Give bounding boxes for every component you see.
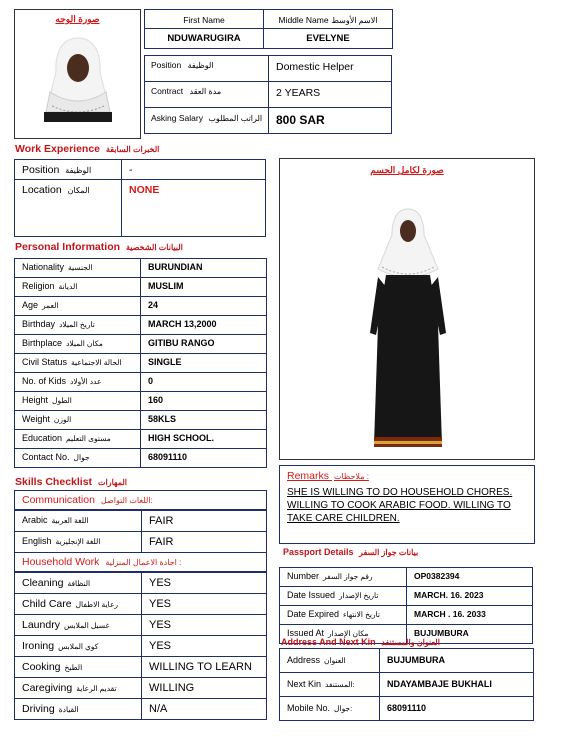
passport-label-en: Date Expired — [287, 609, 340, 619]
personal-label — [22, 281, 77, 291]
position-label-cell — [144, 55, 269, 82]
passport-title-en: Passport Details — [283, 547, 354, 557]
household-value-cell — [141, 677, 267, 699]
personal-label-ar: الديانة — [58, 282, 78, 291]
first-name-label-cell — [144, 9, 264, 29]
communication-label-ar: اللغات التواصل: — [100, 496, 153, 505]
household-value-cell — [141, 593, 267, 615]
contract-label-en: Contract — [151, 86, 184, 96]
salary-label — [151, 113, 262, 123]
first-name-label: First Name — [183, 15, 225, 25]
first-name-value: NDUWARUGIRA — [167, 33, 241, 44]
passport-label-ar: تاريخ الانتهاء — [343, 610, 381, 619]
household-label — [22, 598, 118, 610]
address-title — [281, 637, 440, 647]
household-value-cell — [141, 656, 267, 678]
passport-value-cell — [406, 605, 533, 625]
household-value: WILLING TO LEARN — [149, 661, 252, 673]
household-label-ar: رعاية الاطفال — [75, 600, 119, 609]
household-label — [22, 577, 90, 589]
full-body-photo-caption: صورة لكامل الجسم — [370, 165, 444, 175]
household-value: YES — [149, 640, 172, 652]
language-label — [22, 536, 100, 546]
personal-value: 24 — [148, 300, 159, 310]
personal-label-en: Birthplace — [22, 338, 63, 348]
household-value: WILLING — [149, 682, 195, 694]
address-label-ar: العنوان — [324, 656, 346, 665]
we-location-label-en: Location — [22, 184, 62, 196]
personal-value-cell — [140, 315, 267, 335]
household-value: YES — [149, 577, 172, 589]
middle-name-value: EVELYNE — [306, 33, 350, 44]
we-position-value: - — [129, 164, 133, 176]
we-location-label-cell — [14, 179, 122, 237]
we-location-label-ar: المكان — [67, 186, 90, 195]
face-photo — [28, 32, 128, 122]
personal-value: MARCH 13,2000 — [148, 319, 217, 329]
personal-label — [22, 338, 103, 348]
passport-label-cell — [279, 586, 407, 606]
personal-value-cell — [140, 258, 267, 278]
remarks-box — [279, 465, 535, 544]
personal-label-ar: تاريخ الميلاد — [59, 320, 95, 329]
personal-value-cell — [140, 391, 267, 411]
personal-label — [22, 433, 111, 443]
language-label — [22, 515, 89, 525]
passport-label-cell — [279, 605, 407, 625]
household-label-en: Child Care — [22, 598, 72, 610]
passport-label-ar: مكان الإصدار — [328, 629, 369, 638]
full-body-photo-frame — [279, 158, 535, 460]
language-value-cell — [141, 531, 267, 553]
personal-label-cell — [14, 277, 141, 297]
personal-label-en: Birthday — [22, 319, 56, 329]
household-value-cell — [141, 614, 267, 636]
language-value: FAIR — [149, 515, 174, 527]
contract-label — [151, 86, 221, 96]
language-label-cell — [14, 510, 142, 532]
personal-label — [22, 300, 58, 310]
language-label-en: English — [22, 536, 52, 546]
address-label-en: Mobile No. — [287, 703, 331, 713]
household-header — [22, 556, 181, 568]
address-label — [287, 679, 355, 689]
household-label — [22, 640, 98, 652]
passport-value: OP0382394 — [414, 571, 460, 581]
personal-value: GITIBU RANGO — [148, 338, 215, 348]
personal-value: HIGH SCHOOL. — [148, 433, 215, 443]
passport-label — [287, 571, 373, 581]
address-value-cell — [379, 648, 534, 673]
personal-label-cell — [14, 334, 141, 354]
address-value-cell — [379, 696, 534, 721]
salary-value-cell — [268, 107, 392, 134]
household-label-en: Caregiving — [22, 682, 73, 694]
household-label-en: Cleaning — [22, 577, 64, 589]
address-value-cell — [379, 672, 534, 697]
we-location-value-cell — [121, 179, 266, 237]
contract-value: 2 YEARS — [276, 87, 321, 99]
remarks-title-en: Remarks — [287, 470, 330, 482]
household-label-cell — [14, 614, 142, 636]
personal-value: MUSLIM — [148, 281, 184, 291]
skills-title-en: Skills Checklist — [15, 476, 93, 488]
salary-label-cell — [144, 107, 269, 134]
communication-header — [22, 494, 153, 506]
language-label-en: Arabic — [22, 515, 48, 525]
personal-info-title — [15, 241, 183, 253]
salary-label-en: Asking Salary — [151, 113, 203, 123]
passport-value: MARCH . 16. 2033 — [414, 609, 486, 619]
personal-value-cell — [140, 296, 267, 316]
passport-label-ar: تاريخ الإصدار — [339, 591, 379, 600]
we-position-label-cell — [14, 159, 122, 180]
communication-label: Communication — [22, 494, 95, 506]
household-label-en: Cooking — [22, 661, 61, 673]
personal-label-en: Nationality — [22, 262, 65, 272]
household-label-ar: تقديم الرعاية — [76, 684, 117, 693]
contract-value-cell — [268, 81, 392, 108]
personal-value: SINGLE — [148, 357, 182, 367]
remarks-title — [287, 470, 369, 482]
household-value: N/A — [149, 703, 168, 715]
personal-label — [22, 414, 71, 424]
personal-label-cell — [14, 296, 141, 316]
personal-label-en: Religion — [22, 281, 55, 291]
household-label — [22, 703, 79, 715]
passport-label-en: Number — [287, 571, 320, 581]
personal-value-cell — [140, 410, 267, 430]
personal-label-ar: مستوى التعليم — [66, 434, 111, 443]
personal-label-cell — [14, 372, 141, 392]
household-label-en: Ironing — [22, 640, 55, 652]
passport-label — [287, 590, 378, 600]
personal-label-en: Weight — [22, 414, 50, 424]
passport-label-en: Issued At — [287, 628, 325, 638]
work-experience-title — [15, 143, 159, 155]
household-label-ar: غسيل الملابس — [63, 621, 110, 630]
household-value-cell — [141, 698, 267, 720]
personal-label-ar: الوزن — [53, 415, 72, 424]
passport-label-ar: رقم جواز السفر — [323, 572, 373, 581]
household-label — [22, 619, 109, 631]
face-photo-caption: صورة الوجه — [55, 14, 100, 24]
personal-value: 0 — [148, 376, 154, 386]
we-location-label — [22, 184, 90, 196]
address-label-ar: المستنفد: — [325, 680, 355, 689]
personal-label-en: No. of Kids — [22, 376, 67, 386]
personal-value: BURUNDIAN — [148, 262, 203, 272]
address-title-en: Address And Next Kin — [281, 637, 376, 647]
language-label-ar: اللغة الإنجليزية — [55, 537, 101, 546]
personal-label-ar: عدد الأولاد — [70, 377, 102, 386]
salary-value: 800 SAR — [276, 113, 325, 127]
middle-name-label-ar: الاسم الأوسط — [331, 16, 378, 25]
personal-label-cell — [14, 391, 141, 411]
first-name-value-cell — [144, 28, 264, 49]
salary-label-ar: الراتب المطلوب — [208, 114, 263, 123]
address-label-cell — [279, 648, 380, 673]
passport-label-en: Date Issued — [287, 590, 336, 600]
personal-label-ar: الطول — [52, 396, 72, 405]
passport-title — [283, 547, 418, 557]
personal-label-ar: مكان الميلاد — [66, 339, 103, 348]
passport-value-cell — [406, 586, 533, 606]
language-value: FAIR — [149, 536, 174, 548]
personal-label-cell — [14, 315, 141, 335]
contract-label-cell — [144, 81, 269, 108]
personal-value-cell — [140, 372, 267, 392]
personal-label — [22, 395, 72, 405]
address-label-en: Address — [287, 655, 321, 665]
position-label — [151, 60, 214, 70]
personal-value-cell — [140, 448, 267, 468]
middle-name-value-cell — [263, 28, 393, 49]
face-photo-frame — [14, 9, 141, 139]
personal-value: 68091110 — [148, 452, 188, 462]
household-value: YES — [149, 619, 172, 631]
language-label-cell — [14, 531, 142, 553]
position-value-cell — [268, 55, 392, 82]
we-position-label-en: Position — [22, 164, 60, 176]
household-label-ar: النظافة — [67, 579, 91, 588]
personal-value-cell — [140, 429, 267, 449]
language-value-cell — [141, 510, 267, 532]
household-label: Household Work — [22, 556, 100, 568]
household-label — [22, 661, 82, 673]
work-experience-title-en: Work Experience — [15, 143, 101, 155]
personal-label-cell — [14, 353, 141, 373]
address-label-cell — [279, 696, 380, 721]
position-label-ar: الوظيفة — [187, 61, 214, 70]
personal-label-cell — [14, 410, 141, 430]
personal-value-cell — [140, 353, 267, 373]
skills-title-ar: المهارات — [97, 478, 127, 487]
household-label-en: Driving — [22, 703, 55, 715]
middle-name-label-en: Middle Name — [278, 15, 329, 25]
personal-label — [22, 319, 95, 329]
personal-info-title-ar: البيانات الشخصية — [125, 243, 183, 252]
household-label-cell — [14, 677, 142, 699]
personal-value: 58KLS — [148, 414, 177, 424]
household-label-cell — [14, 635, 142, 657]
personal-label-cell — [14, 448, 141, 468]
personal-info-title-en: Personal Information — [15, 241, 121, 253]
passport-value-cell — [406, 567, 533, 587]
personal-label-en: Age — [22, 300, 39, 310]
address-value: NDAYAMBAJE BUKHALI — [387, 679, 492, 689]
address-title-ar: العنوان والمستنفد — [381, 638, 440, 647]
remarks-title-ar: ملاحظات : — [333, 472, 369, 481]
passport-title-ar: بيانات جواز السفر — [359, 548, 419, 557]
household-header-cell — [14, 552, 267, 572]
address-label — [287, 655, 346, 665]
position-label-en: Position — [151, 60, 182, 70]
household-label-ar: الطبخ — [64, 663, 83, 672]
contract-label-ar: مدة العقد — [189, 87, 222, 96]
position-value: Domestic Helper — [276, 61, 354, 73]
household-label — [22, 682, 117, 694]
middle-name-label — [264, 15, 392, 25]
household-label-cell — [14, 698, 142, 720]
we-position-label — [22, 164, 91, 176]
personal-label-en: Contact No. — [22, 452, 70, 462]
personal-label — [22, 452, 90, 462]
address-value: BUJUMBURA — [387, 655, 445, 665]
address-label — [287, 703, 352, 713]
household-value-cell — [141, 572, 267, 594]
address-label-ar: جوال: — [334, 704, 353, 713]
passport-label-cell — [279, 567, 407, 587]
passport-value: BUJUMBURA — [414, 628, 469, 638]
we-position-value-cell — [121, 159, 266, 180]
household-label-cell — [14, 656, 142, 678]
address-label-cell — [279, 672, 380, 697]
full-body-photo — [358, 205, 458, 455]
personal-label — [22, 376, 101, 386]
we-position-label-ar: الوظيفة — [65, 166, 92, 175]
passport-label — [287, 609, 380, 619]
personal-value: 160 — [148, 395, 164, 405]
address-value: 68091110 — [387, 703, 427, 713]
personal-label-en: Height — [22, 395, 49, 405]
personal-label-cell — [14, 429, 141, 449]
personal-value-cell — [140, 334, 267, 354]
personal-label-ar: الجنسية — [68, 263, 93, 272]
personal-label-en: Education — [22, 433, 63, 443]
household-label-cell — [14, 593, 142, 615]
work-experience-title-ar: الخبرات السابقة — [105, 145, 160, 154]
personal-label-cell — [14, 258, 141, 278]
household-value: YES — [149, 598, 172, 610]
personal-value-cell — [140, 277, 267, 297]
personal-label-ar: العمر — [42, 301, 59, 310]
communication-header-cell — [14, 490, 267, 510]
address-label-en: Next Kin — [287, 679, 322, 689]
household-label-ar: كوي الملابس — [58, 642, 99, 651]
skills-title — [15, 476, 127, 488]
language-label-ar: اللغة العربية — [51, 516, 89, 525]
middle-name-label-cell — [263, 9, 393, 29]
personal-label-en: Civil Status — [22, 357, 68, 367]
personal-label — [22, 262, 92, 272]
personal-label — [22, 357, 122, 367]
household-label-cell — [14, 572, 142, 594]
personal-label-ar: جوال — [73, 453, 90, 462]
household-value-cell — [141, 635, 267, 657]
household-label-ar: القيادة — [58, 705, 79, 714]
remarks-text: SHE IS WILLING TO DO HOUSEHOLD CHORES. WILLING TO COOK ARABIC FOOD. WILLING TO TAKE CARE CHILDREN. — [287, 487, 513, 524]
household-label-en: Laundry — [22, 619, 60, 631]
personal-label-ar: الحالة الاجتماعية — [71, 358, 122, 367]
passport-value: MARCH. 16. 2023 — [414, 590, 484, 600]
we-location-value: NONE — [129, 184, 160, 196]
household-label-ar: اجادة الاعمال المنزلية : — [105, 558, 182, 567]
